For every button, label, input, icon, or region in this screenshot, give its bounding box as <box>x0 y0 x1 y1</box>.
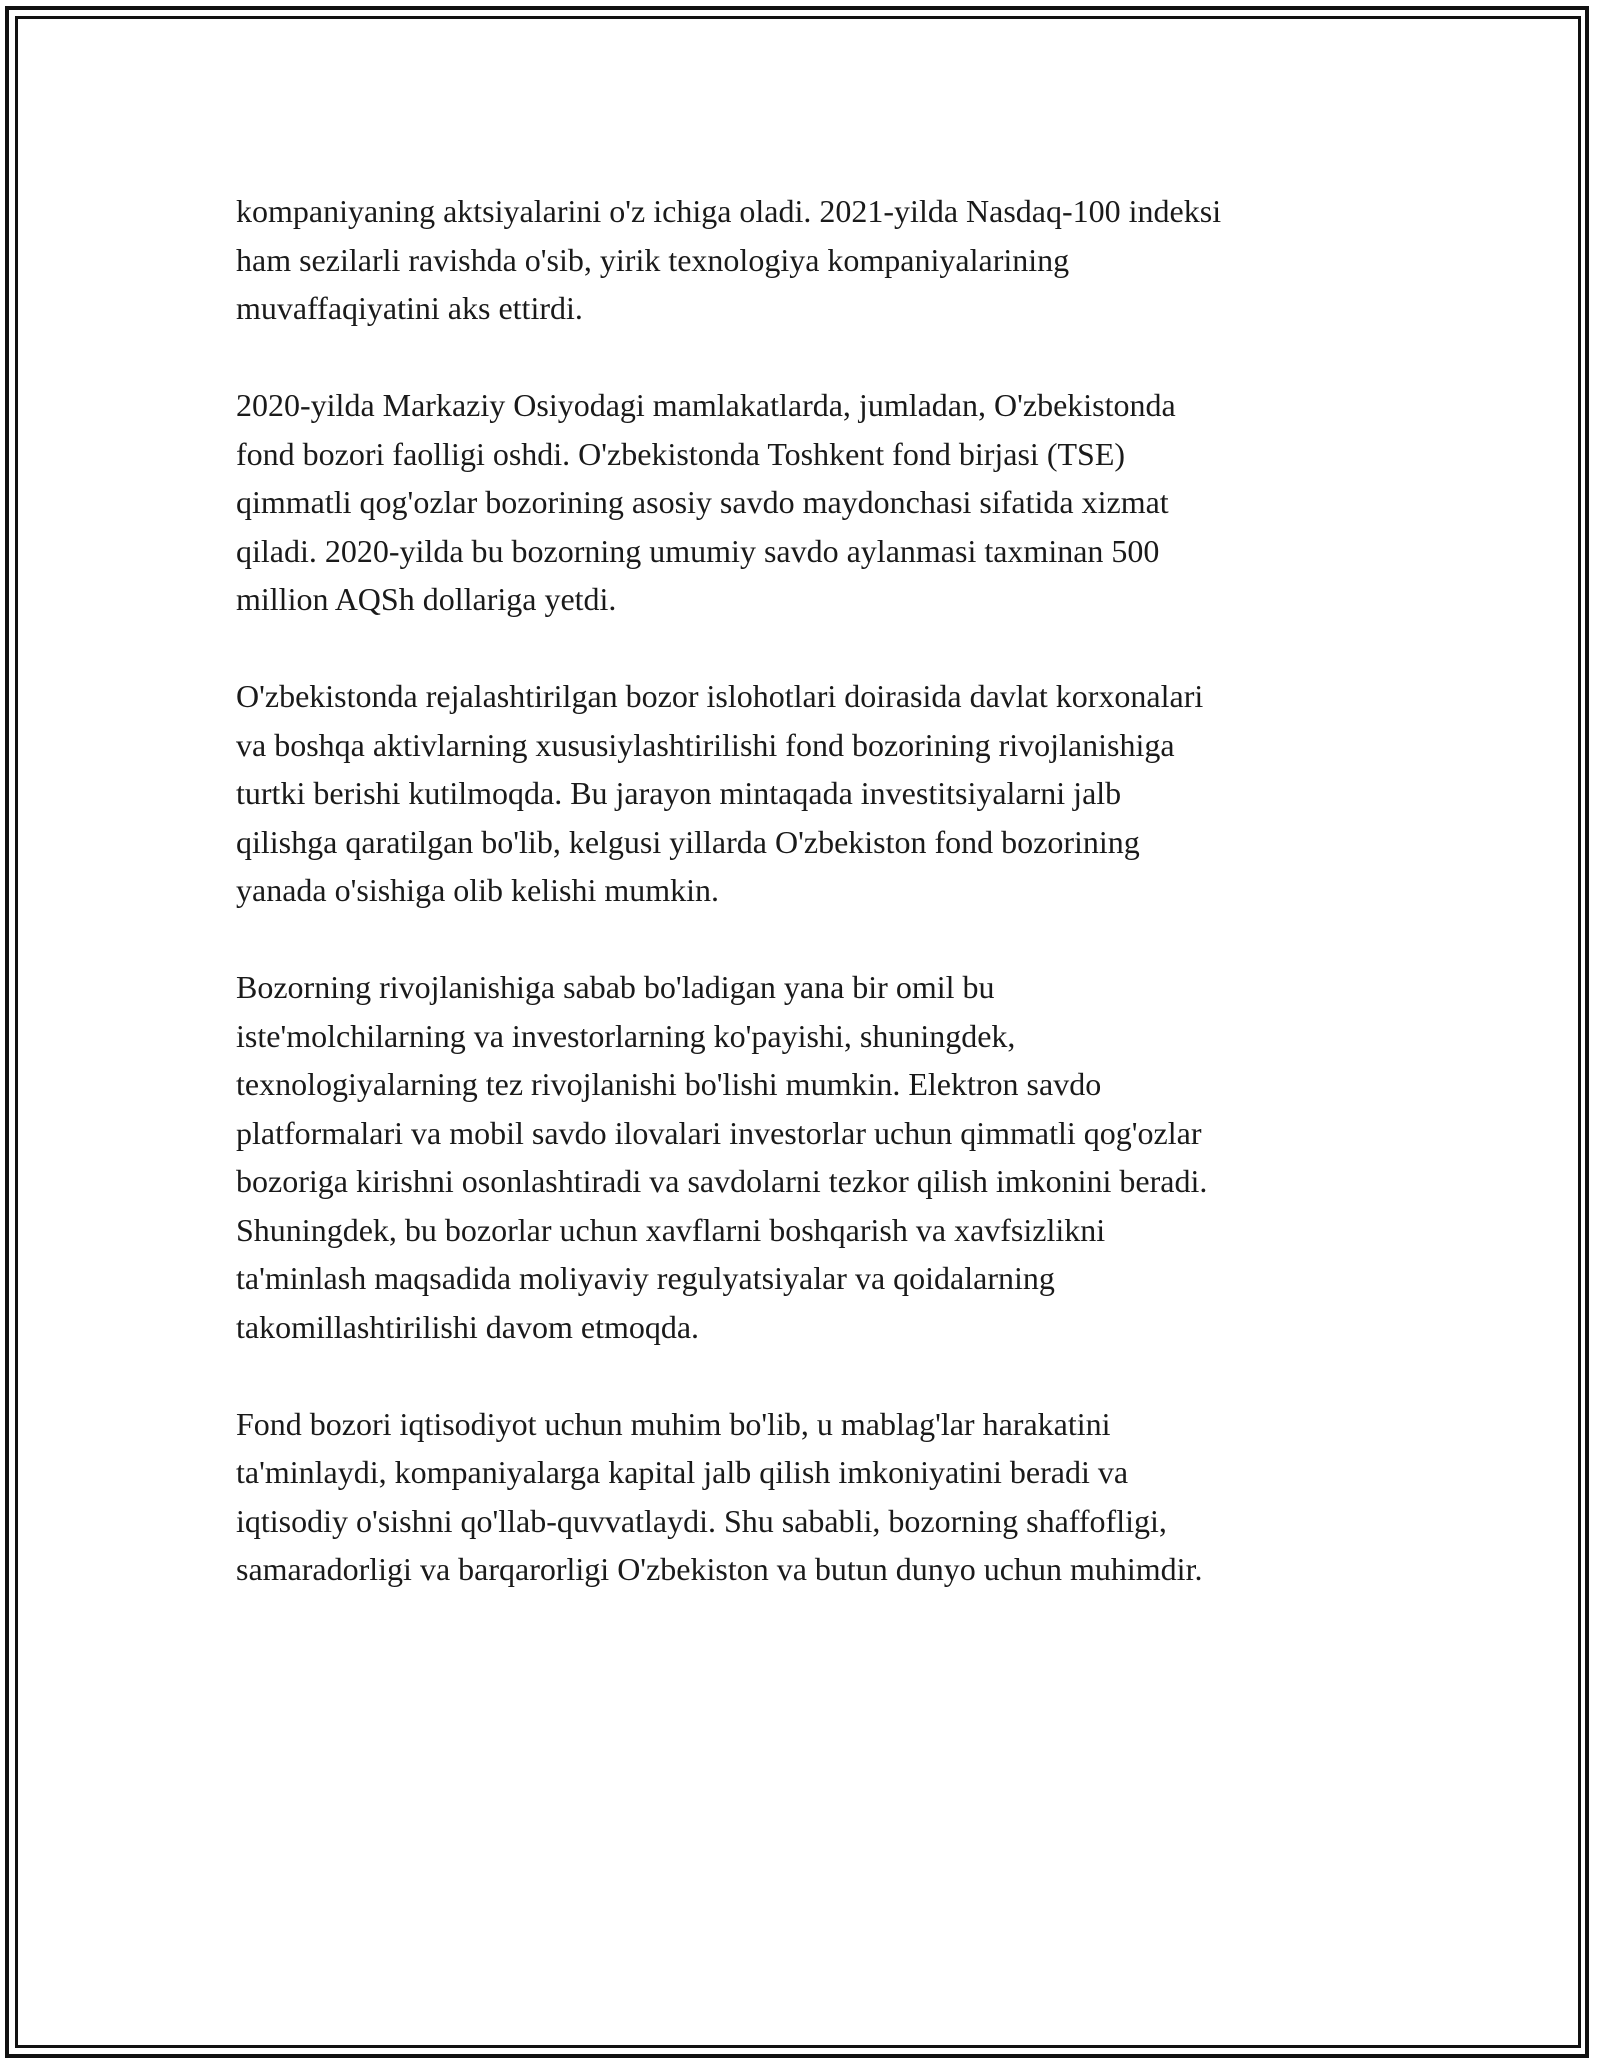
paragraph-privatization: O'zbekistonda rejalashtirilgan bozor islohotlari doirasida davlat korxonalari va boshqa aktivlarning xususiylashtirilishi fond bozorining rivojlanishiga turtki berishi kutilmoqda. Bu jarayon mintaqada investitsiyalarni jalb qilishga qaratilgan bo'lib, kelgusi yillarda O'zbekiston fond bozorining yanada o'sishiga olib kelishi mumkin. <box>236 678 1204 908</box>
document-body <box>236 187 1376 1642</box>
paragraph-conclusion: Fond bozori iqtisodiyot uchun muhim bo'lib, u mablag'lar harakatini ta'minlaydi, kompaniyalarga kapital jalb qilish imkoniyatini beradi va iqtisodiy o'sishni qo'llab-quvvatlaydi. Shu sababli, bozorning shaffofligi, samaradorligi va barqarorligi O'zbekiston va butun dunyo uchun muhimdir. <box>236 1405 1203 1587</box>
paragraph-central-asia-market: 2020-yilda Markaziy Osiyodagi mamlakatlarda, jumladan, O'zbekistonda fond bozori faolligi oshdi. O'zbekistonda Toshkent fond birjasi (TSE) qimmatli qog'ozlar bozorining asosiy savdo maydonchasi sifatida xizmat qiladi. 2020-yilda bu bozorning umumiy savdo aylanmasi taxminan 500 million AQSh dollariga yetdi. <box>236 387 1176 617</box>
paragraph-market-drivers: Bozorning rivojlanishiga sabab bo'ladigan yana bir omil bu iste'molchilarning va investorlarning ko'payishi, shuningdek, texnologiyalarning tez rivojlanishi bo'lishi mumkin. Elektron savdo platformalari va mobil savdo ilovalari investorlar uchun qimmatli qog'ozlar bozoriga kirishni osonlashtiradi va savdolarni tezkor qilish imkonini beradi. Shuningdek, bu bozorlar uchun xavflarni boshqarish va xavfsizlikni ta'minlash maqsadida moliyaviy regulyatsiyalar va qoidalarning takomillashtirilishi davom etmoqda. <box>236 969 1208 1345</box>
paragraph-nasdaq: kompaniyaning aktsiyalarini o'z ichiga oladi. 2021-yilda Nasdaq-100 indeksi ham sezilarli ravishda o'sib, yirik texnologiya kompaniyalarining muvaffaqiyatini aks ettirdi. <box>236 193 1222 326</box>
